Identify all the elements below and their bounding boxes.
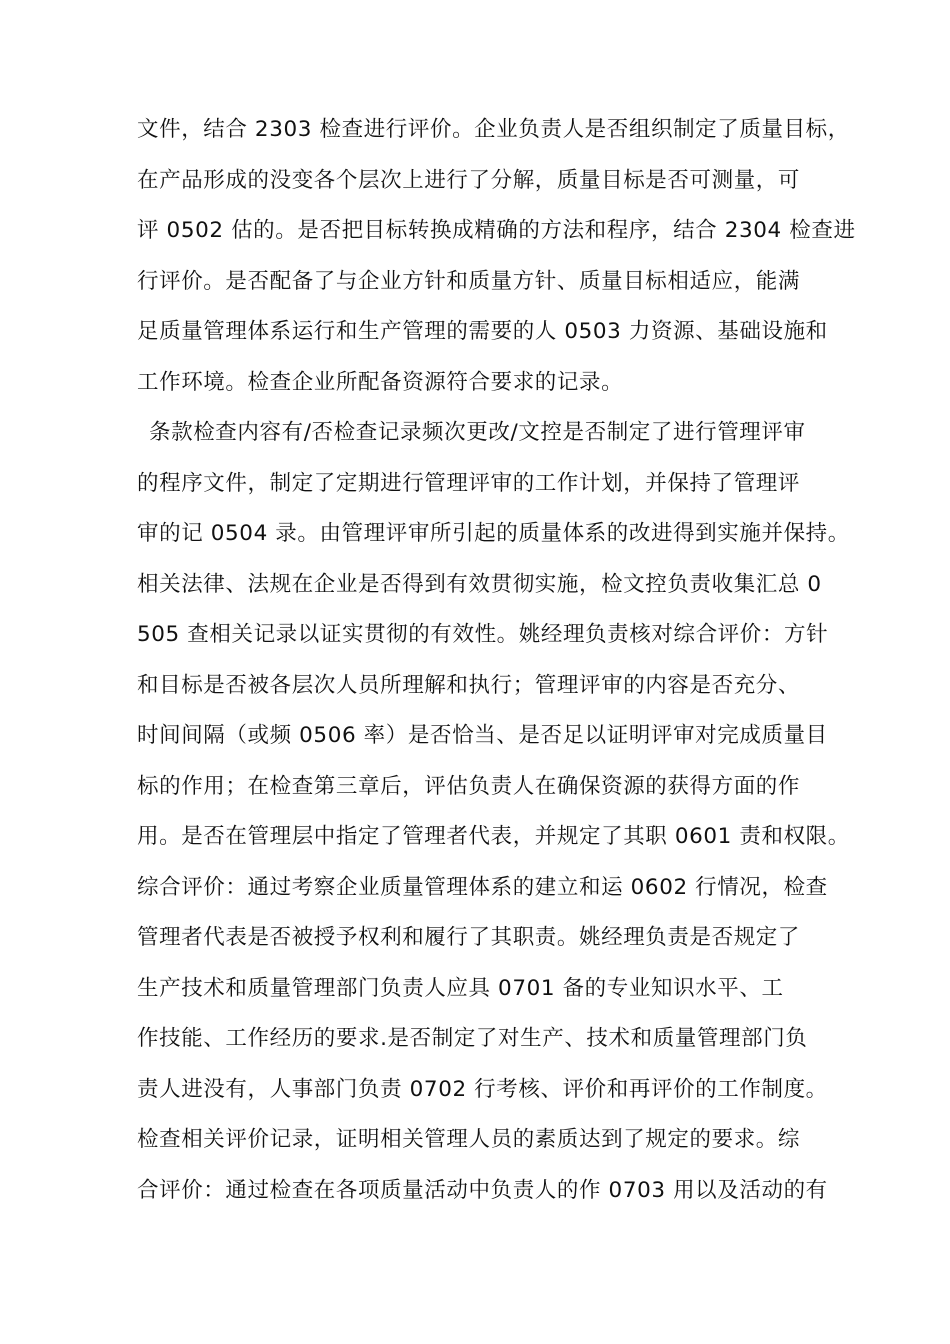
text-line: 条款检查内容有/否检查记录频次更改/文控是否制定了进行管理评审 xyxy=(149,420,806,445)
text-line: 用。是否在管理层中指定了管理者代表，并规定了其职 0601 责和权限。 xyxy=(137,824,850,849)
text-line: 检查相关评价记录，证明相关管理人员的素质达到了规定的要求。综 xyxy=(137,1127,801,1152)
text-line: 合评价：通过检查在各项质量活动中负责人的作 0703 用以及活动的有 xyxy=(137,1177,828,1203)
text-line: 的程序文件，制定了定期进行管理评审的工作计划，并保持了管理评 xyxy=(137,470,801,496)
text-line: 足质量管理体系运行和生产管理的需要的人 0503 力资源、基础设施和 xyxy=(137,319,828,344)
text-line: 管理者代表是否被授予权利和履行了其职责。姚经理负责是否规定了 xyxy=(137,925,801,950)
text-line: 在产品形成的没变各个层次上进行了分解，质量目标是否可测量，可 xyxy=(137,167,801,193)
text-line: 责人进没有，人事部门负责 0702 行考核、评价和再评价的工作制度。 xyxy=(137,1076,828,1102)
text-line: 标的作用；在检查第三章后，评估负责人在确保资源的获得方面的作 xyxy=(137,773,801,799)
text-line: 文件，结合 2303 检查进行评价。企业负责人是否组织制定了质量目标， xyxy=(137,117,850,142)
text-line: 行评价。是否配备了与企业方针和质量方针、质量目标相适应，能满 xyxy=(137,268,801,294)
text-line: 时间间隔（或频 0506 率）是否恰当、是否足以证明评审对完成质量目 xyxy=(137,723,828,748)
text-line: 审的记 0504 录。由管理评审所引起的质量体系的改进得到实施并保持。 xyxy=(137,521,850,546)
text-line: 和目标是否被各层次人员所理解和执行；管理评审的内容是否充分、 xyxy=(137,672,801,698)
text-line: 生产技术和质量管理部门负责人应具 0701 备的专业知识水平、工 xyxy=(137,975,784,1001)
text-line: 505 查相关记录以证实贯彻的有效性。姚经理负责核对综合评价：方针 xyxy=(137,622,829,647)
text-line: 相关法律、法规在企业是否得到有效贯彻实施，检文控负责收集汇总 0 xyxy=(137,571,822,597)
body-text xyxy=(137,110,897,1221)
text-line: 工作环境。检查企业所配备资源符合要求的记录。 xyxy=(137,369,624,395)
text-line: 作技能、工作经历的要求.是否制定了对生产、技术和质量管理部门负 xyxy=(137,1026,808,1051)
text-line: 综合评价：通过考察企业质量管理体系的建立和运 0602 行情况，检查 xyxy=(137,874,828,900)
text-line: 评 0502 估的。是否把目标转换成精确的方法和程序，结合 2304 检查进 xyxy=(137,218,856,243)
